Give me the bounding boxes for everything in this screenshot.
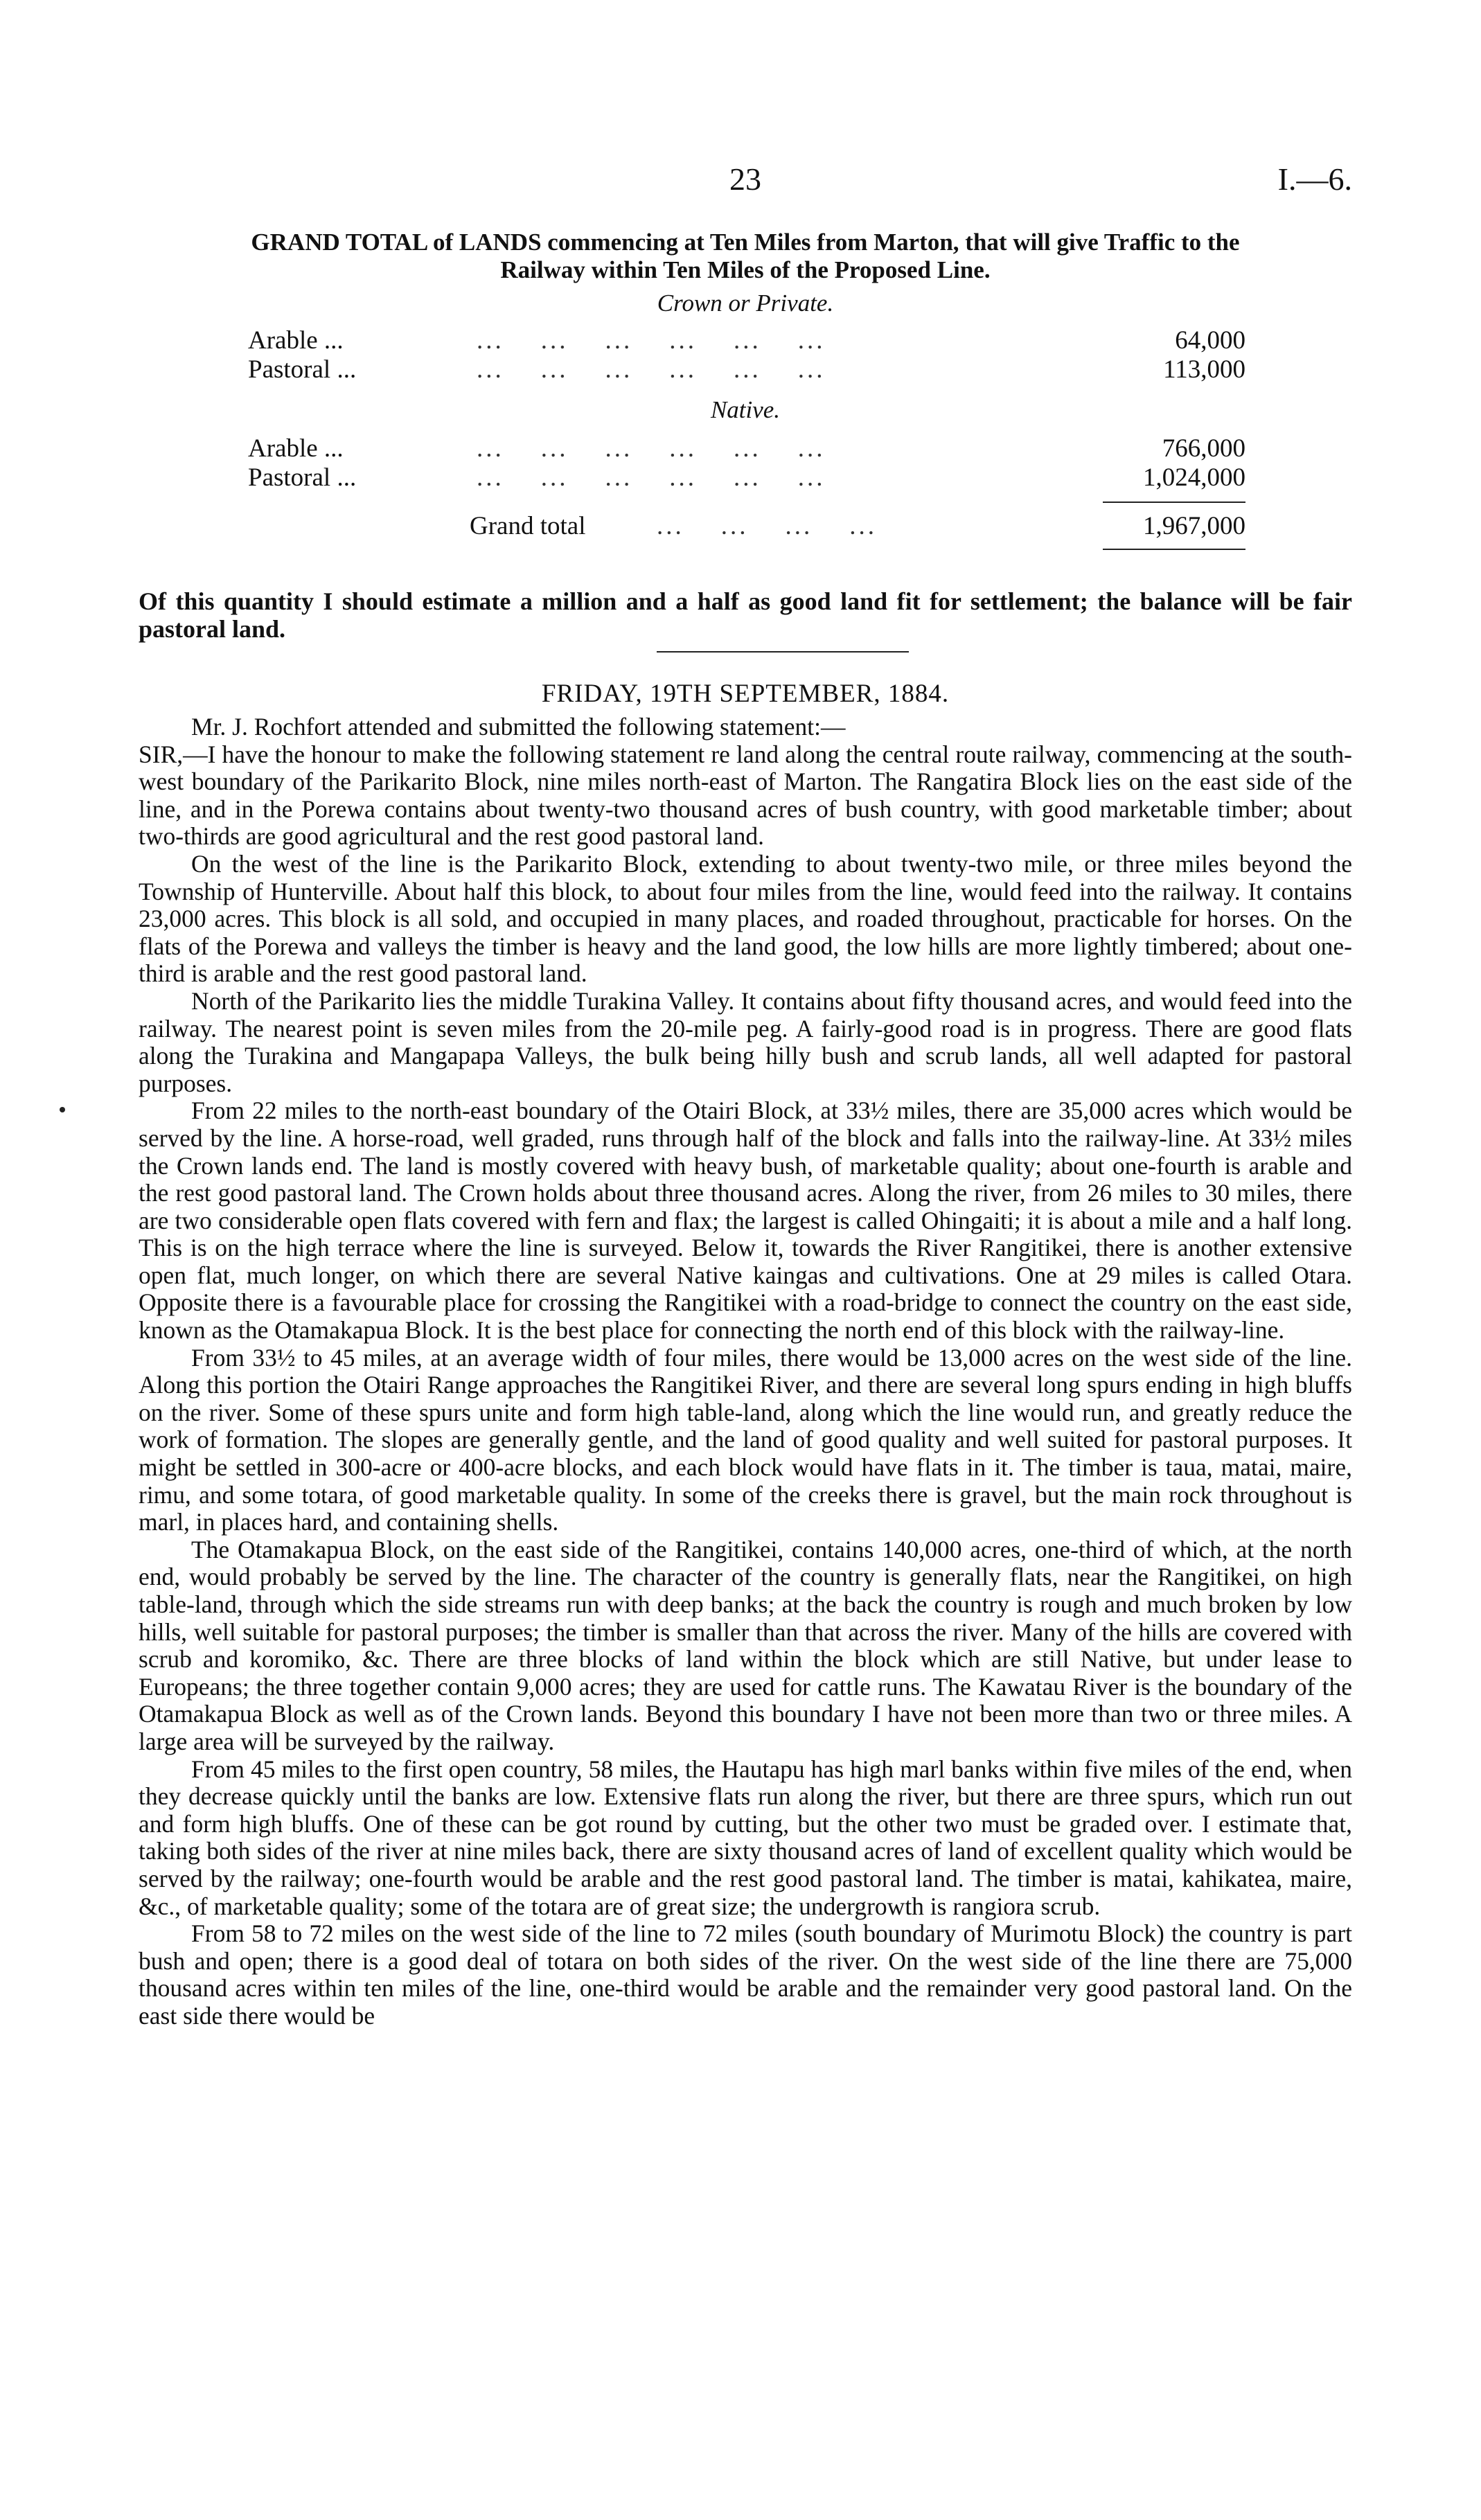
margin-dot — [60, 1107, 65, 1112]
row-value: 64,000 — [1175, 326, 1245, 355]
table-row-crown-pastoral — [248, 355, 1245, 384]
date-heading: FRIDAY, 19TH SEPTEMBER, 1884. — [541, 680, 950, 708]
leader-dots: ... ... ... ... ... ... — [477, 355, 826, 384]
row-label: Pastoral ... — [248, 463, 357, 492]
table-title-line-1: GRAND TOTAL of LANDS commencing at Ten Miles from Marton, that will give Traffic to the — [251, 229, 1240, 256]
paragraph: The Otamakapua Block, on the east side of the Rangitikei, contains 140,000 acres, one-third of which, at the north end, would probably be served by the line. The character of the country is generally flats, near the Rangitikei, on high table-land, through which the side streams run with deep banks; at the back the country is rough and much broken by low hills, well suitable for pastoral purposes; the timber is smaller than that across the river. Many of the hills are covered with scrub and koromiko, &c. There are three blocks of land within the block which are still Native, but under lease to Europeans; the three together contain 9,000 acres; they are used for cattle runs. The Kawatau River is the boundary of the Otamakapua Block as well as of the Crown lands. Beyond this boundary I have not been more than two or three miles. A large area will be surveyed by the railway. — [139, 1535, 1352, 1755]
section-divider — [657, 651, 909, 653]
paragraph: From 58 to 72 miles on the west side of the line to 72 miles (south boundary of Murimotu Block) the country is part bush and open; there is a good deal of totara on both sides of the river. On the west side of the line there are 75,000 thousand acres within ten miles of the line, one-third would be arable and the remainder very good pastoral land. On the east side there would be — [139, 1919, 1352, 2030]
page-header — [139, 161, 1352, 205]
paragraph: From 33½ to 45 miles, at an average width of four miles, there would be 13,000 acres on the west side of the line. Along this portion the Otairi Range approaches the Rangitikei River, and there are several long spurs ending in high bluffs on the river. Some of these spurs unite and form high table-land, along which the line would run, and greatly reduce the work of formation. The slopes are generally gentle, and the land of good quality and well suited for pastoral purposes. It might be settled in 300-acre or 400-acre blocks, and each block would have flats in it. The timber is taua, matai, maire, rimu, and some totara, of good marketable quality. In some of the creeks there is gravel, but the main rock throughout is marl, in places hard, and containing shells. — [139, 1343, 1352, 1536]
row-value: 1,024,000 — [1143, 463, 1245, 492]
estimate-note: Of this quantity I should estimate a million and a half as good land fit for settlement; the balance will be fair pastoral land. — [139, 587, 1352, 643]
total-rule-top — [1103, 502, 1245, 503]
section-heading-native: Native. — [710, 396, 781, 423]
grand-total-value: 1,967,000 — [1143, 512, 1245, 540]
leader-dots: ... ... ... ... — [657, 512, 877, 540]
paragraph: From 22 miles to the north-east boundary of the Otairi Block, at 33½ miles, there are 35,000 acres which would be served by the line. A horse-road, well graded, runs through half of the block and falls into the railway-line. At 33½ miles the Crown lands end. The land is mostly covered with heavy bush, of marketable quality; about one-fourth is arable and the rest good pastoral land. The Crown holds about three thousand acres. Along the river, from 26 miles to 30 miles, there are two considerable open flats covered with fern and flax; the largest is called Ohingaiti; it is about a mile and a half long. This is on the high terrace where the line is surveyed. Below it, towards the River Rangitikei, there is another extensive open flat, much longer, on which there are several Native kaingas and cultivations. One at 29 miles is called Otara. Opposite there is a favourable place for crossing the Rangitikei with a road-bridge to connect the country on the east side, known as the Otamakapua Block. It is the best place for connecting the north end of this block with the railway-line. — [139, 1097, 1352, 1345]
paragraph: Mr. J. Rochfort attended and submitted the following statement:— — [191, 713, 846, 740]
table-row-grand-total — [248, 511, 1245, 542]
paper-reference: I.—6. — [1277, 161, 1352, 197]
paragraph: On the west of the line is the Parikarito Block, extending to about twenty-two mile, or three miles beyond the Township of Hunterville. About half this block, to about four miles from the line, would feed into the railway. It contains 23,000 acres. This block is all sold, and occupied in many places, and roaded throughout, practicable for horses. On the flats of the Porewa and valleys the timber is heavy and the land good, the low hills are more lightly timbered; about one-third is arable and the rest good pastoral land. — [139, 849, 1352, 988]
total-rule-bottom — [1103, 549, 1245, 550]
table-row-native-arable — [248, 434, 1245, 463]
row-label: Arable ... — [248, 434, 344, 463]
row-value: 113,000 — [1163, 355, 1245, 384]
grand-total-label: Grand total — [470, 512, 586, 540]
table-row-crown-arable — [248, 326, 1245, 355]
row-label: Arable ... — [248, 326, 344, 355]
row-label: Pastoral ... — [248, 355, 357, 384]
leader-dots: ... ... ... ... ... ... — [477, 434, 826, 463]
page-number: 23 — [729, 161, 761, 197]
table-row-native-pastoral — [248, 463, 1245, 492]
paragraph: From 45 miles to the first open country, 58 miles, the Hautapu has high marl banks within five miles of the end, when they decrease quickly until the banks are low. Extensive flats run along the river, but there are three spurs, which run out and form high bluffs. One of these can be got round by cutting, but the other two must be graded over. I estimate that, taking both sides of the river at nine miles back, there are sixty thousand acres of land of excellent quality which would be served by the railway; one-fourth would be arable and the rest good pastoral land. The timber is matai, kahikatea, maire, &c., of marketable quality; some of the totara are of great size; the undergrowth is rangiora scrub. — [139, 1755, 1352, 1920]
table-title — [139, 229, 1352, 284]
leader-dots: ... ... ... ... ... ... — [477, 326, 826, 355]
statement-body — [139, 713, 1352, 2030]
paragraph: North of the Parikarito lies the middle Turakina Valley. It contains about fifty thousand acres, and would feed into the railway. The nearest point is seven miles from the 20-mile peg. A fairly-good road is in progress. There are good flats along the Turakina and Mangapapa Valleys, the bulk being hilly bush and scrub lands, all well adapted for pastoral purposes. — [139, 986, 1352, 1097]
table-title-line-2: Railway within Ten Miles of the Proposed Line. — [500, 256, 991, 283]
section-heading-crown: Crown or Private. — [657, 290, 834, 317]
row-value: 766,000 — [1162, 434, 1245, 463]
paragraph: SIR,—I have the honour to make the following statement re land along the central route railway, commencing at the south-west boundary of the Parikarito Block, nine miles north-east of Marton. The Rangatira Block lies on the east side of the line, and in the Porewa contains about twenty-two thousand acres of bush country, with good marketable timber; about two-thirds are good agricultural and the rest good pastoral land. — [139, 740, 1352, 851]
leader-dots: ... ... ... ... ... ... — [477, 463, 826, 492]
